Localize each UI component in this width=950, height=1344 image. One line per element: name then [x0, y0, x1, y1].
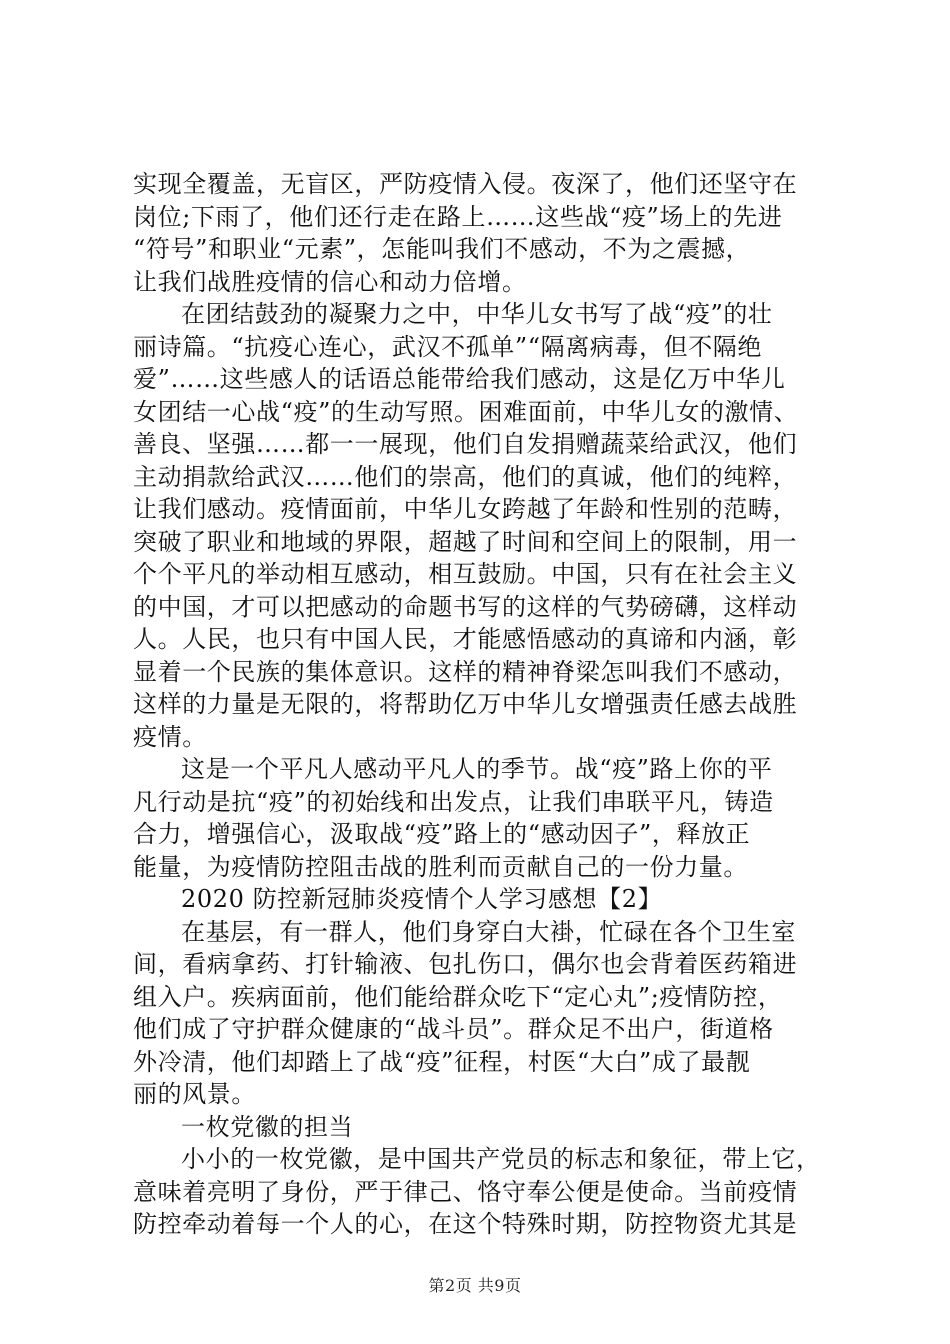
text-line: “符号”和职业“元素”，怎能叫我们不感动，不为之震撼， — [133, 235, 751, 263]
text-line: 主动捐款给武汉……他们的崇高，他们的真诚，他们的纯粹， — [133, 462, 798, 491]
text-line: 一枚党徽的担当 — [181, 1112, 354, 1141]
text-line: 防控牵动着每一个人的心，在这个特殊时期，防控物资尤其是 — [133, 1210, 798, 1238]
text-line: 丽的风景。 — [133, 1080, 256, 1108]
text-line: 的中国，才可以把感动的命题书写的这样的气势磅礴，这样动 — [133, 592, 798, 621]
text-line: 显着一个民族的集体意识。这样的精神脊梁怎叫我们不感动， — [133, 657, 798, 686]
page-number-footer: 第2页 共9页 — [428, 1276, 522, 1295]
text-line: 在团结鼓劲的凝聚力之中，中华儿女书写了战“疫”的壮 — [181, 300, 773, 328]
text-line: 小小的一枚党徽，是中国共产党员的标志和象征，带上它， — [181, 1145, 821, 1173]
text-line: 在基层，有一群人，他们身穿白大褂，忙碌在各个卫生室 — [181, 917, 796, 946]
text-line: 这样的力量是无限的，将帮助亿万中华儿女增强责任感去战胜 — [133, 690, 798, 718]
text-line: 个个平凡的举动相互感动，相互鼓励。中国，只有在社会主义 — [133, 560, 798, 588]
text-line: 丽诗篇。“抗疫心连心，武汉不孤单”“隔离病毒，但不隔绝 — [133, 332, 763, 361]
text-line: 岗位;下雨了，他们还行走在路上……这些战“疫”场上的先进 — [133, 202, 783, 231]
text-line: 人。人民，也只有中国人民，才能感悟感动的真谛和内涵，彰 — [133, 625, 798, 653]
body-text — [133, 168, 833, 1241]
text-line: 组入户。疾病面前，他们能给群众吃下“定心丸”;疫情防控， — [133, 982, 783, 1011]
text-line: 能量，为疫情防控阻击战的胜利而贡献自己的一份力量。 — [133, 852, 748, 881]
text-line: 他们成了守护群众健康的“战斗员”。群众足不出户，街道格 — [133, 1015, 774, 1043]
text-line: 外冷清，他们却踏上了战“疫”征程，村医“大白”成了最靓 — [133, 1047, 751, 1076]
text-line: 善良、坚强……都一一展现，他们自发捐赠蔬菜给武汉，他们 — [133, 430, 798, 458]
text-line: 疫情。 — [133, 722, 207, 751]
text-line: 意味着亮明了身份，严于律己、恪守奉公便是使命。当前疫情 — [133, 1177, 798, 1206]
text-line: 实现全覆盖，无盲区，严防疫情入侵。夜深了，他们还坚守在 — [133, 170, 798, 198]
text-line: 突破了职业和地域的界限，超越了时间和空间上的限制，用一 — [133, 527, 798, 556]
text-line: 女团结一心战“疫”的生动写照。困难面前，中华儿女的激情、 — [133, 397, 799, 426]
text-line: 让我们感动。疫情面前，中华儿女跨越了年龄和性别的范畴， — [133, 495, 798, 523]
text-line: 合力，增强信心，汲取战“疫”路上的“感动因子”，释放正 — [133, 820, 751, 848]
text-line: 2020 防控新冠肺炎疫情个人学习感想【2】 — [181, 885, 663, 913]
text-line: 间，看病拿药、打针输液、包扎伤口，偶尔也会背着医药箱进 — [133, 950, 798, 978]
text-line: 爱”……这些感人的话语总能带给我们感动，这是亿万中华儿 — [133, 365, 786, 393]
text-line: 让我们战胜疫情的信心和动力倍增。 — [133, 267, 527, 296]
text-line: 凡行动是抗“疫”的初始线和出发点，让我们串联平凡，铸造 — [133, 787, 774, 816]
text-line: 这是一个平凡人感动平凡人的季节。战“疫”路上你的平 — [181, 755, 773, 783]
